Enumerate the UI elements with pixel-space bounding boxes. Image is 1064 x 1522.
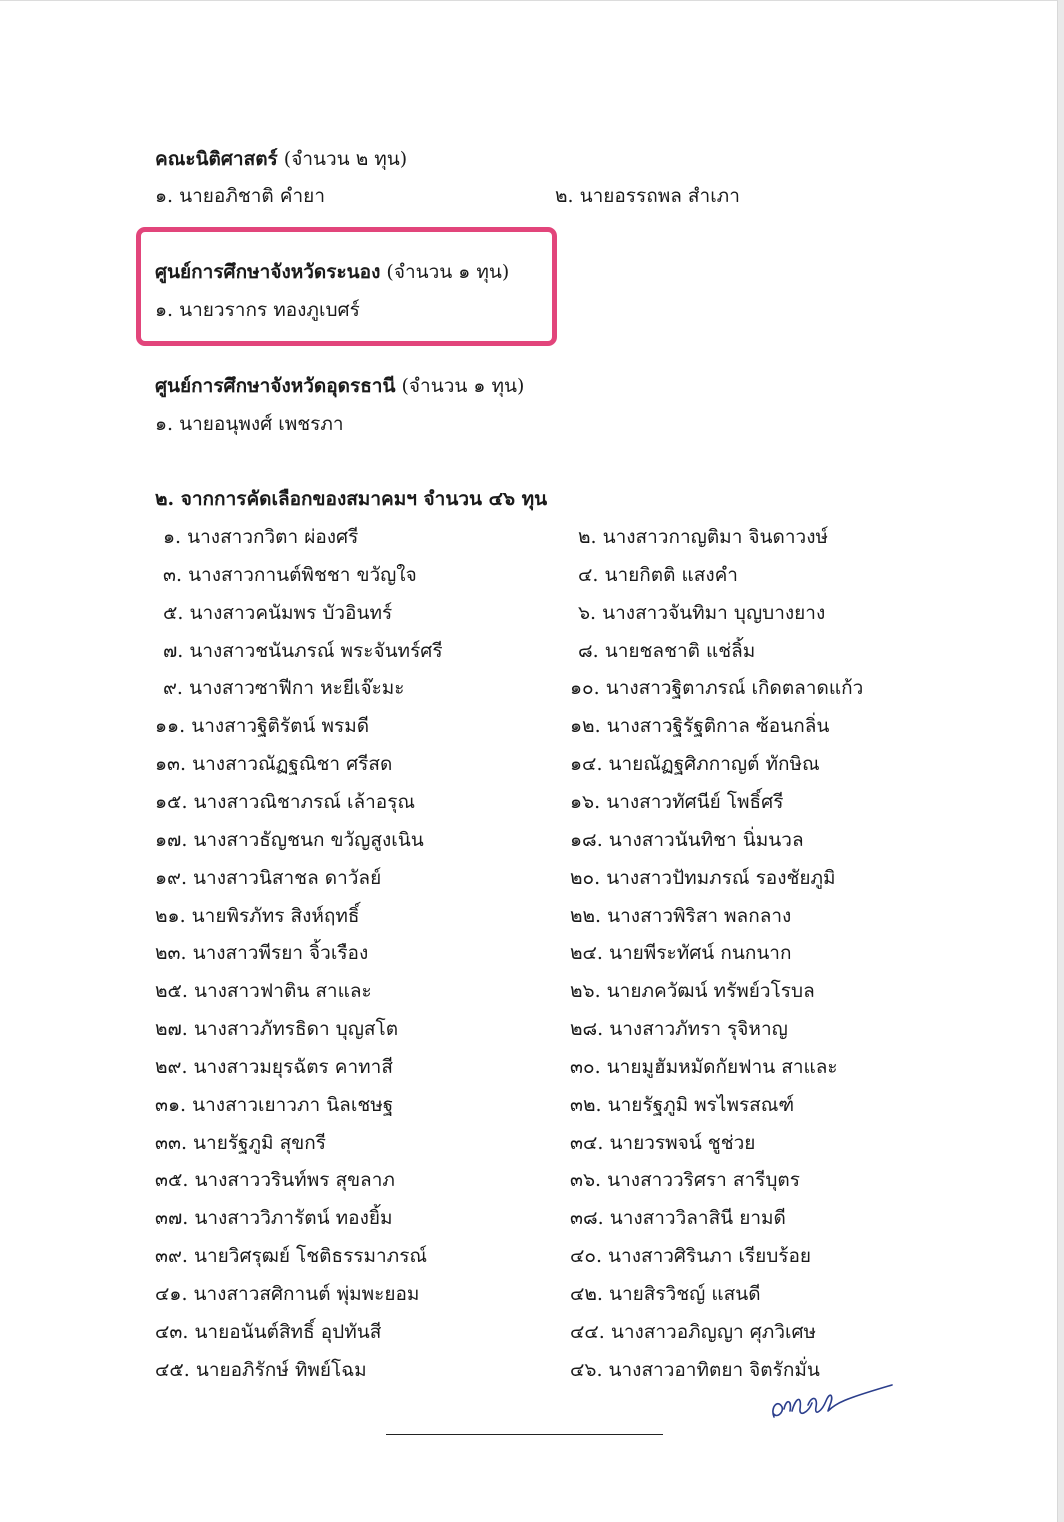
- list-item: ๓๕. นางสาววรินท์พร สุขลาภ: [155, 1169, 395, 1191]
- list-item: ๓๑. นางสาวเยาวภา นิลเชษฐ: [155, 1094, 394, 1116]
- person-entry: ๑. นายอนุพงศ์ เพชรภา: [155, 413, 344, 435]
- list-item: ๑๔. นายณัฏฐศิภกาญต์ ทักษิณ: [570, 753, 820, 775]
- list-item: ๗. นางสาวชนันภรณ์ พระจันทร์ศรี: [163, 640, 443, 662]
- section-count: (จำนวน ๒ ทุน): [283, 148, 408, 170]
- list-item: ๔๕. นายอภิรักษ์ ทิพย์โฉม: [155, 1359, 367, 1381]
- list-item: ๒๐. นางสาวปัทมภรณ์ รองชัยภูมิ: [570, 867, 836, 889]
- list-item: ๔๒. นายสิรวิชญ์ แสนดี: [570, 1283, 761, 1305]
- section-heading-law: [155, 144, 407, 174]
- person-entry: ๑. นายวรากร ทองภูเบศร์: [155, 299, 360, 321]
- list-item: ๑๑. นางสาวฐิติรัตน์ พรมดี: [155, 715, 370, 737]
- list-item: ๑๕. นางสาวณิชาภรณ์ เล้าอรุณ: [155, 791, 416, 813]
- list-item: ๔๓. นายอนันต์สิทธิ์ อุปทันสี: [155, 1321, 382, 1343]
- footer-divider: [386, 1434, 663, 1435]
- list-item: ๓. นางสาวกานต์พิชชา ขวัญใจ: [163, 564, 417, 586]
- list-item: ๑๓. นางสาวณัฏฐณิชา ศรีสด: [155, 753, 393, 775]
- section-count: (จำนวน ๑ ทุน): [386, 261, 510, 283]
- list-item: ๑๐. นางสาวฐิตาภรณ์ เกิดตลาดแก้ว: [570, 677, 864, 699]
- section-heading-ranong: [155, 257, 509, 287]
- section-title: ศูนย์การศึกษาจังหวัดอุดรธานี: [155, 375, 396, 397]
- list-item: ๑๗. นางสาวธัญชนก ขวัญสูงเนิน: [155, 829, 424, 851]
- list-item: ๓๓. นายรัฐภูมิ สุขกรี: [155, 1132, 326, 1154]
- list-item: ๒๙. นางสาวมยุรฉัตร คาทาสี: [155, 1056, 393, 1078]
- list-item: ๓๔. นายวรพจน์ ชูช่วย: [570, 1132, 756, 1154]
- list-item: ๓๗. นางสาววิภารัตน์ ทองยิ้ม: [155, 1207, 393, 1229]
- association-heading: ๒. จากการคัดเลือกของสมาคมฯ จำนวน ๔๖ ทุน: [155, 488, 548, 510]
- list-item: ๙. นางสาวซาฟีกา หะยีเจ๊ะมะ: [163, 677, 405, 699]
- list-item: ๒๖. นายภควัฒน์ ทรัพย์วโรบล: [570, 980, 815, 1002]
- list-item: ๖. นางสาวจันทิมา บุญบางยาง: [578, 602, 826, 624]
- list-item: ๑๘. นางสาวนันทิชา นิ่มนวล: [570, 829, 804, 851]
- list-item: ๒๔. นายพีระทัศน์ กนกนาก: [570, 942, 792, 964]
- list-item: ๒๓. นางสาวพีรยา จิ้วเรือง: [155, 942, 369, 964]
- signature-icon: [764, 1377, 894, 1425]
- list-item: ๓๘. นางสาววิลาสินี ยามดี: [570, 1207, 786, 1229]
- list-item: ๔๔. นางสาวอภิญญา ศุภวิเศษ: [570, 1321, 817, 1343]
- list-item: ๒๘. นางสาวภัทรา รุจิหาญ: [570, 1018, 788, 1040]
- list-item: ๔๐. นางสาวศิรินภา เรียบร้อย: [570, 1245, 812, 1267]
- list-item: ๑๖. นางสาวทัศนีย์ โพธิ์ศรี: [570, 791, 784, 813]
- list-item: ๑. นางสาวกวิตา ผ่องศรี: [163, 526, 359, 548]
- list-item: ๔. นายกิตติ แสงคำ: [578, 564, 738, 586]
- list-item: ๓๐. นายมูฮัมหมัดกัยฟาน สาและ: [570, 1056, 838, 1078]
- list-item: ๒๗. นางสาวภัทรธิดา บุญสโต: [155, 1018, 399, 1040]
- list-item: ๓๖. นางสาววริศรา สารีบุตร: [570, 1169, 800, 1191]
- section-title: คณะนิติศาสตร์: [155, 148, 278, 170]
- list-item: ๔๖. นางสาวอาทิตยา จิตรักมั่น: [570, 1359, 820, 1381]
- section-count: (จำนวน ๑ ทุน): [401, 375, 525, 397]
- list-item: ๒๑. นายพิรภัทร สิงห์ฤทธิ์: [155, 905, 360, 927]
- list-item: ๕. นางสาวคนัมพร บัวอินทร์: [163, 602, 393, 624]
- list-item: ๒. นางสาวกาญติมา จินดาวงษ์: [578, 526, 829, 548]
- person-entry: ๑. นายอภิชาติ คำยา: [155, 185, 325, 207]
- list-item: ๑๒. นางสาวฐิรัฐติกาล ซ้อนกลิ่น: [570, 715, 830, 737]
- list-item: ๓๙. นายวิศรุฒย์ โชติธรรมาภรณ์: [155, 1245, 428, 1267]
- list-item: ๘. นายชลชาติ แช่ลิ้ม: [578, 640, 756, 662]
- list-item: ๒๒. นางสาวพิริสา พลกลาง: [570, 905, 792, 927]
- list-item: ๒๕. นางสาวฟาติน สาและ: [155, 980, 372, 1002]
- list-item: ๑๙. นางสาวนิสาชล ดาวัลย์: [155, 867, 382, 889]
- person-entry: ๒. นายอรรถพล สำเภา: [555, 185, 740, 207]
- section-heading-udon: [155, 371, 524, 401]
- list-item: ๔๑. นางสาวสศิกานต์ พุ่มพะยอม: [155, 1283, 420, 1305]
- section-title: ศูนย์การศึกษาจังหวัดระนอง: [155, 261, 381, 283]
- list-item: ๓๒. นายรัฐภูมิ พรไพรสณฑ์: [570, 1094, 795, 1116]
